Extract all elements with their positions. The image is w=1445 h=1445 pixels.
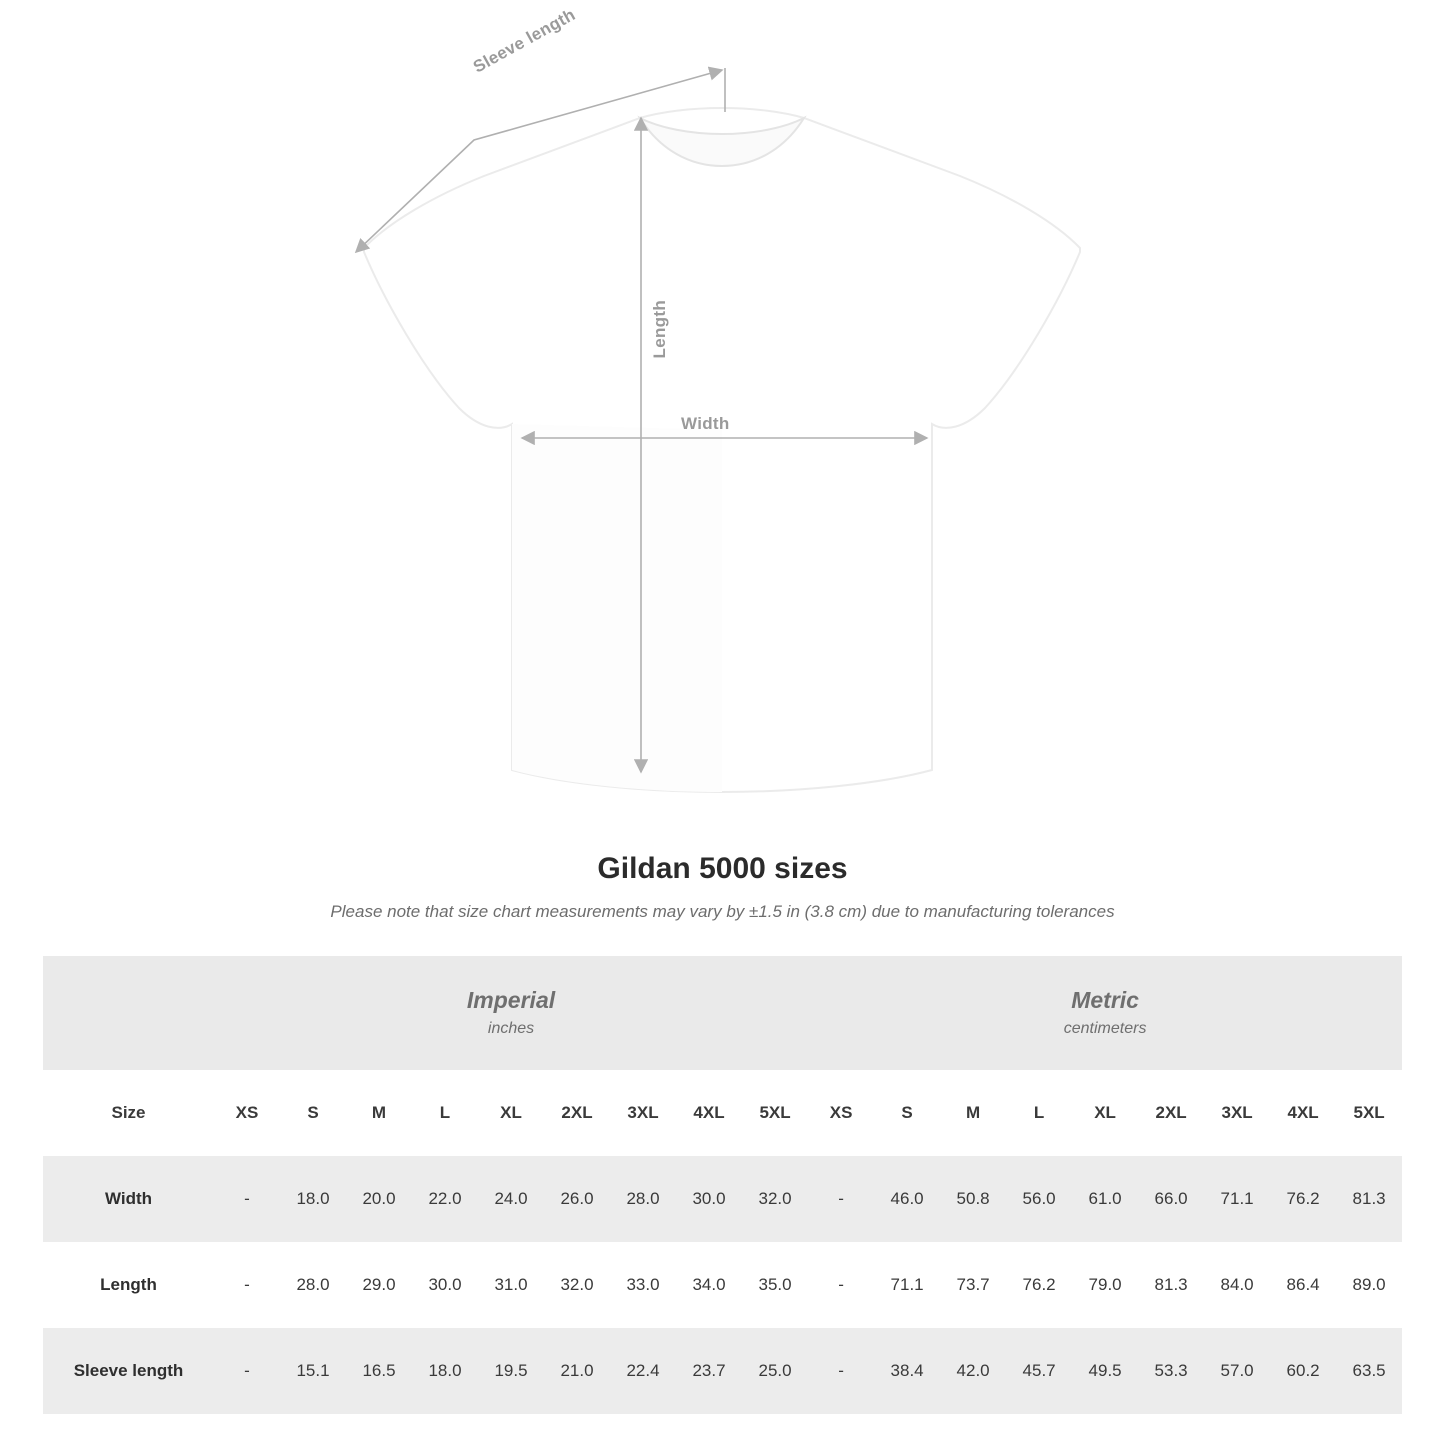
imperial-sub-label: inches (487, 1019, 535, 1037)
cell-sleeve-imperial-xs: - (214, 1328, 280, 1414)
cell-sleeve-metric-l: 45.7 (1006, 1328, 1072, 1414)
col-header-metric-l: L (1006, 1070, 1072, 1156)
cell-length-metric-l: 76.2 (1006, 1242, 1072, 1328)
cell-sleeve-metric-2xl: 53.3 (1138, 1328, 1204, 1414)
cell-length-imperial-5xl: 35.0 (742, 1242, 808, 1328)
cell-width-imperial-m: 20.0 (346, 1156, 412, 1242)
cell-length-imperial-2xl: 32.0 (544, 1242, 610, 1328)
width-label: Width (681, 414, 730, 433)
tshirt-shape (364, 108, 1080, 792)
col-header-imperial-3xl: 3XL (610, 1070, 676, 1156)
metric-sub-label: centimeters (1063, 1019, 1147, 1037)
cell-length-imperial-4xl: 34.0 (676, 1242, 742, 1328)
col-header-imperial-s: S (280, 1070, 346, 1156)
unit-spacer (43, 956, 214, 1070)
col-header-metric-xl: XL (1072, 1070, 1138, 1156)
table-row (43, 1156, 1402, 1242)
cell-length-metric-xl: 79.0 (1072, 1242, 1138, 1328)
cell-sleeve-imperial-xl: 19.5 (478, 1328, 544, 1414)
cell-length-imperial-l: 30.0 (412, 1242, 478, 1328)
unit-header-row (43, 956, 1402, 1070)
cell-width-metric-xl: 61.0 (1072, 1156, 1138, 1242)
cell-width-imperial-5xl: 32.0 (742, 1156, 808, 1242)
cell-length-imperial-s: 28.0 (280, 1242, 346, 1328)
col-header-imperial-4xl: 4XL (676, 1070, 742, 1156)
col-header-metric-s: S (874, 1070, 940, 1156)
cell-width-imperial-3xl: 28.0 (610, 1156, 676, 1242)
size-header-row (43, 1070, 1402, 1156)
cell-width-metric-4xl: 76.2 (1270, 1156, 1336, 1242)
cell-length-imperial-3xl: 33.0 (610, 1242, 676, 1328)
cell-sleeve-imperial-3xl: 22.4 (610, 1328, 676, 1414)
cell-width-metric-l: 56.0 (1006, 1156, 1072, 1242)
cell-width-imperial-l: 22.0 (412, 1156, 478, 1242)
cell-sleeve-metric-5xl: 63.5 (1336, 1328, 1402, 1414)
cell-length-metric-xs: - (808, 1242, 874, 1328)
col-header-metric-3xl: 3XL (1204, 1070, 1270, 1156)
cell-length-metric-3xl: 84.0 (1204, 1242, 1270, 1328)
cell-length-metric-5xl: 89.0 (1336, 1242, 1402, 1328)
cell-width-imperial-xl: 24.0 (478, 1156, 544, 1242)
cell-sleeve-imperial-l: 18.0 (412, 1328, 478, 1414)
col-header-imperial-5xl: 5XL (742, 1070, 808, 1156)
row-label-width: Width (43, 1156, 214, 1242)
chart-subtitle: Please note that size chart measurements may vary by ±1.5 in (3.8 cm) due to manufacturing tolerances (330, 902, 1115, 921)
cell-width-metric-3xl: 71.1 (1204, 1156, 1270, 1242)
col-header-metric-5xl: 5XL (1336, 1070, 1402, 1156)
cell-length-imperial-m: 29.0 (346, 1242, 412, 1328)
sleeve-length-label: Sleeve length (470, 4, 579, 77)
imperial-label: Imperial (466, 987, 556, 1014)
size-table-wrapper (43, 956, 1402, 1414)
length-label: Length (650, 300, 669, 359)
cell-length-imperial-xs: - (214, 1242, 280, 1328)
col-header-imperial-xl: XL (478, 1070, 544, 1156)
metric-unit-cell (808, 956, 1402, 1070)
size-table (43, 956, 1402, 1414)
size-header-label: Size (43, 1070, 214, 1156)
cell-width-imperial-xs: - (214, 1156, 280, 1242)
metric-label: Metric (1071, 987, 1139, 1014)
table-row (43, 1242, 1402, 1328)
cell-sleeve-imperial-m: 16.5 (346, 1328, 412, 1414)
row-label-length: Length (43, 1242, 214, 1328)
chart-title: Gildan 5000 sizes (597, 852, 848, 885)
cell-sleeve-metric-m: 42.0 (940, 1328, 1006, 1414)
row-label-sleeve-length: Sleeve length (43, 1328, 214, 1414)
col-header-imperial-xs: XS (214, 1070, 280, 1156)
cell-sleeve-imperial-s: 15.1 (280, 1328, 346, 1414)
cell-width-metric-xs: - (808, 1156, 874, 1242)
cell-sleeve-imperial-4xl: 23.7 (676, 1328, 742, 1414)
imperial-unit-cell (214, 956, 808, 1070)
cell-length-metric-m: 73.7 (940, 1242, 1006, 1328)
col-header-metric-xs: XS (808, 1070, 874, 1156)
cell-sleeve-imperial-5xl: 25.0 (742, 1328, 808, 1414)
cell-length-metric-s: 71.1 (874, 1242, 940, 1328)
cell-width-imperial-s: 18.0 (280, 1156, 346, 1242)
cell-sleeve-metric-s: 38.4 (874, 1328, 940, 1414)
cell-width-metric-s: 46.0 (874, 1156, 940, 1242)
cell-width-imperial-4xl: 30.0 (676, 1156, 742, 1242)
cell-width-metric-2xl: 66.0 (1138, 1156, 1204, 1242)
cell-sleeve-metric-xs: - (808, 1328, 874, 1414)
col-header-imperial-l: L (412, 1070, 478, 1156)
cell-length-metric-4xl: 86.4 (1270, 1242, 1336, 1328)
col-header-imperial-m: M (346, 1070, 412, 1156)
col-header-metric-m: M (940, 1070, 1006, 1156)
cell-sleeve-imperial-2xl: 21.0 (544, 1328, 610, 1414)
cell-length-imperial-xl: 31.0 (478, 1242, 544, 1328)
cell-length-metric-2xl: 81.3 (1138, 1242, 1204, 1328)
col-header-imperial-2xl: 2XL (544, 1070, 610, 1156)
col-header-metric-4xl: 4XL (1270, 1070, 1336, 1156)
cell-width-metric-m: 50.8 (940, 1156, 1006, 1242)
cell-width-imperial-2xl: 26.0 (544, 1156, 610, 1242)
cell-sleeve-metric-4xl: 60.2 (1270, 1328, 1336, 1414)
cell-sleeve-metric-xl: 49.5 (1072, 1328, 1138, 1414)
cell-sleeve-metric-3xl: 57.0 (1204, 1328, 1270, 1414)
col-header-metric-2xl: 2XL (1138, 1070, 1204, 1156)
table-row (43, 1328, 1402, 1414)
cell-width-metric-5xl: 81.3 (1336, 1156, 1402, 1242)
